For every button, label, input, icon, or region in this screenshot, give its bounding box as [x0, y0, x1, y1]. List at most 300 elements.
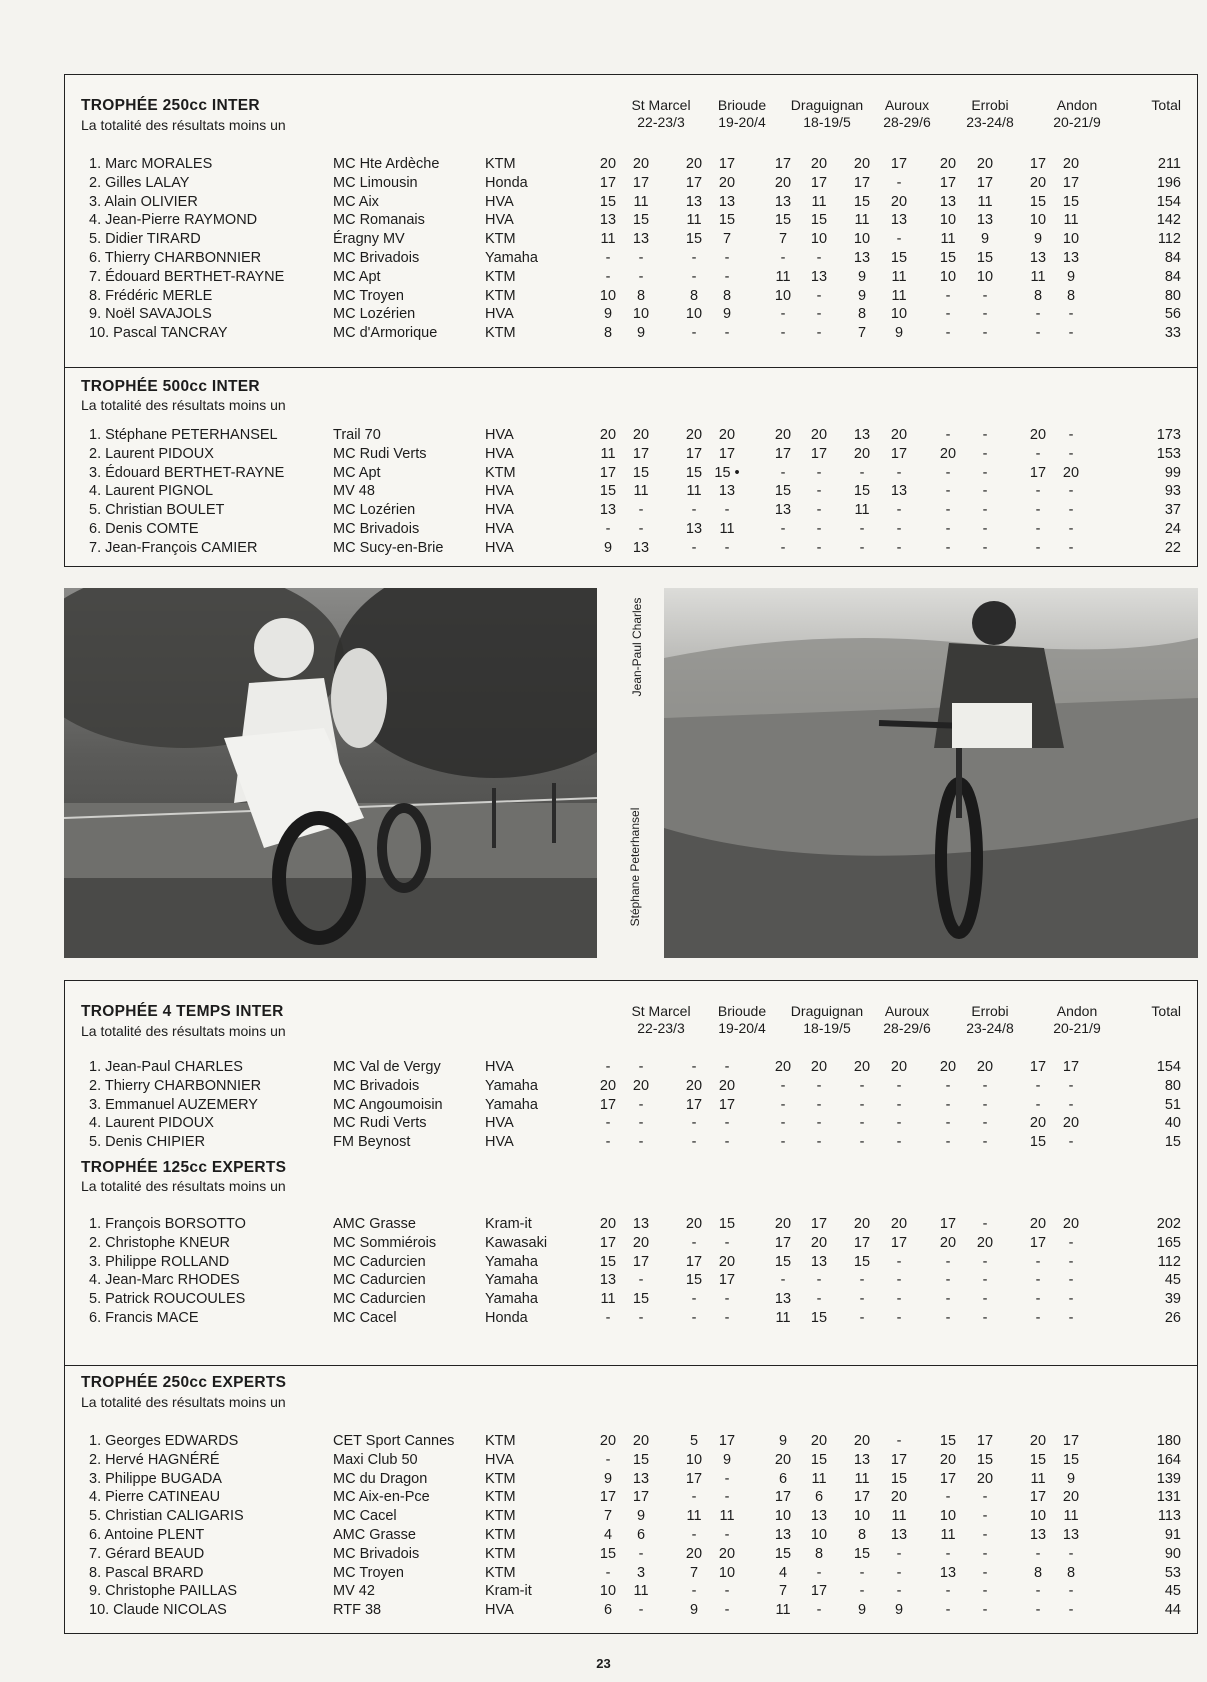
score-cell: 15 [718, 1216, 736, 1232]
score-cell: 9 [894, 325, 904, 342]
total-points: 26 [1164, 1310, 1181, 1326]
score-cell: - [1035, 521, 1041, 537]
score-cell: - [1068, 1134, 1074, 1151]
table-row [65, 174, 1197, 193]
score-cell: 20 [853, 1216, 871, 1232]
score-cell: 13 [890, 212, 908, 229]
score-cell: - [724, 1527, 730, 1543]
score-cell: 13 [1029, 250, 1047, 266]
score-cell: - [691, 1310, 697, 1326]
rider-name: 6. Thierry CHARBONNIER [89, 250, 262, 266]
score-cell: 11 [686, 1508, 702, 1525]
event-name: Draguignan [790, 1003, 864, 1019]
standings-box-top [64, 74, 1198, 567]
club-name: MC Brivadois [333, 521, 420, 537]
score-cell: - [816, 325, 822, 342]
total-points: 154 [1156, 1059, 1181, 1075]
score-cell: - [1068, 325, 1074, 342]
bike-make: KTM [485, 1508, 516, 1525]
event-dates: 22-23/3 [637, 114, 685, 130]
score-cell: - [605, 1115, 611, 1132]
club-name: MC Sommiérois [333, 1234, 437, 1251]
score-cell: 17 [939, 1470, 957, 1487]
score-cell: - [982, 502, 988, 519]
score-cell: 20 [810, 156, 828, 172]
score-cell: 17 [1062, 1059, 1080, 1075]
score-cell: - [945, 1115, 951, 1132]
score-cell: 8 [1066, 1564, 1076, 1581]
score-cell: - [816, 287, 822, 304]
score-cell: - [816, 1564, 822, 1581]
score-cell: - [724, 1489, 730, 1506]
rider-name: 5. Christian BOULET [89, 502, 225, 519]
score-cell: 20 [632, 1234, 650, 1251]
table-250cc-inter [65, 75, 1197, 345]
score-cell: 10 [774, 287, 792, 304]
total-points: 56 [1164, 306, 1181, 323]
table-row [65, 268, 1197, 287]
bike-make: HVA [485, 445, 514, 462]
score-cell: 20 [810, 1234, 828, 1251]
table-title: TROPHÉE 250cc INTER [81, 97, 260, 114]
club-name: CET Sport Cannes [333, 1433, 455, 1449]
score-cell: 17 [718, 1272, 736, 1289]
score-cell: 20 [890, 1489, 908, 1506]
score-cell: - [945, 1310, 951, 1326]
score-cell: 10 [1029, 1508, 1047, 1525]
score-cell: - [859, 1134, 865, 1151]
score-cell: 9 [636, 1508, 646, 1525]
club-name: MC Sucy-en-Brie [333, 539, 444, 556]
bike-make: KTM [485, 1433, 516, 1449]
score-cell: - [724, 1583, 730, 1600]
score-cell: 20 [599, 1433, 617, 1449]
score-cell: - [780, 1096, 786, 1113]
bike-make: KTM [485, 156, 516, 172]
score-cell: 20 [976, 1234, 994, 1251]
score-cell: - [605, 1134, 611, 1151]
score-cell: - [605, 268, 611, 285]
rider-photo-right-image [664, 588, 1198, 958]
score-cell: 17 [774, 1234, 792, 1251]
score-cell: - [691, 1115, 697, 1132]
score-cell: - [691, 502, 697, 519]
score-cell: 9 [894, 1602, 904, 1619]
score-cell: - [896, 464, 902, 481]
score-cell: - [859, 1291, 865, 1308]
event-dates: 22-23/3 [637, 1020, 685, 1036]
table-row [65, 1507, 1197, 1526]
score-cell: 17 [1062, 1433, 1080, 1449]
total-points: 45 [1164, 1272, 1181, 1289]
score-cell: 11 [633, 483, 649, 500]
rider-name: 1. François BORSOTTO [89, 1216, 246, 1232]
table-125cc-experts [65, 1149, 1197, 1345]
score-cell: 20 [632, 1433, 650, 1449]
score-cell: 20 [1029, 1216, 1047, 1232]
table-row [65, 464, 1197, 483]
score-cell: 17 [853, 174, 871, 191]
club-name: MC Val de Vergy [333, 1059, 441, 1075]
score-cell: 10 [939, 212, 957, 229]
bike-make: KTM [485, 1564, 516, 1581]
score-cell: 10 [1029, 212, 1047, 229]
score-cell: - [1068, 1253, 1074, 1270]
table-row [65, 230, 1197, 249]
club-name: Maxi Club 50 [333, 1451, 418, 1468]
table-row [65, 482, 1197, 501]
bike-make: KTM [485, 268, 516, 285]
score-cell: 13 [890, 1527, 908, 1543]
score-cell: - [982, 1253, 988, 1270]
score-cell: 10 [939, 268, 957, 285]
score-cell: - [859, 1096, 865, 1113]
rider-name: 6. Antoine PLENT [89, 1527, 205, 1543]
total-points: 154 [1156, 193, 1181, 210]
score-cell: - [1035, 1602, 1041, 1619]
score-cell: 11 [600, 231, 616, 248]
bike-make: Yamaha [485, 1272, 538, 1289]
score-cell: 9 [1066, 1470, 1076, 1487]
score-cell: 11 [1063, 1508, 1079, 1525]
score-cell: 13 [939, 193, 957, 210]
score-cell: 17 [853, 1234, 871, 1251]
score-cell: - [1068, 521, 1074, 537]
score-cell: 11 [1030, 1470, 1046, 1487]
bike-make: KTM [485, 231, 516, 248]
score-cell: - [780, 1115, 786, 1132]
event-dates: 18-19/5 [803, 114, 851, 130]
score-cell: 20 [685, 1545, 703, 1562]
score-cell: 20 [810, 427, 828, 443]
rider-name: 2. Laurent PIDOUX [89, 445, 214, 462]
score-cell: - [896, 539, 902, 556]
score-cell: 17 [890, 1451, 908, 1468]
score-cell: - [982, 1527, 988, 1543]
score-cell: - [605, 1059, 611, 1075]
rider-name: 5. Christian CALIGARIS [89, 1508, 244, 1525]
bike-make: Yamaha [485, 1096, 538, 1113]
score-cell: 17 [1029, 464, 1047, 481]
score-cell: 9 [857, 268, 867, 285]
score-cell: 17 [774, 156, 792, 172]
table-subtitle: La totalité des résultats moins un [81, 1394, 286, 1410]
score-cell: 10 [632, 306, 650, 323]
bike-make: Kawasaki [485, 1234, 548, 1251]
score-cell: 11 [854, 212, 870, 229]
score-cell: 17 [599, 174, 617, 191]
score-cell: - [1068, 1583, 1074, 1600]
rider-name: 8. Pascal BRARD [89, 1564, 204, 1581]
bike-make: HVA [485, 1602, 514, 1619]
score-cell: - [896, 1433, 902, 1449]
score-cell: 7 [689, 1564, 699, 1581]
score-cell: - [982, 1583, 988, 1600]
event-dates: 19-20/4 [718, 114, 766, 130]
score-cell: 10 [853, 1508, 871, 1525]
score-cell: - [724, 1115, 730, 1132]
score-cell: - [945, 483, 951, 500]
score-cell: - [691, 268, 697, 285]
score-cell: - [780, 1272, 786, 1289]
photo-credit-photographer: Jean-Paul Charles [630, 597, 644, 697]
score-cell: 13 [632, 1470, 650, 1487]
total-points: 40 [1164, 1115, 1181, 1132]
score-cell: 20 [890, 427, 908, 443]
score-cell: - [1035, 1310, 1041, 1326]
rider-name: 2. Christophe KNEUR [89, 1234, 231, 1251]
total-points: 112 [1157, 231, 1181, 248]
total-points: 90 [1164, 1545, 1181, 1562]
rider-name: 7. Jean-François CAMIER [89, 539, 258, 556]
score-cell: 17 [810, 1583, 828, 1600]
score-cell: 15 [853, 193, 871, 210]
score-cell: 20 [1029, 174, 1047, 191]
score-cell: - [945, 539, 951, 556]
score-cell: 13 [774, 502, 792, 519]
score-cell: 11 [854, 502, 870, 519]
score-cell: - [1068, 427, 1074, 443]
score-cell: 13 [774, 193, 792, 210]
score-cell: 15 [853, 483, 871, 500]
score-cell: - [724, 1470, 730, 1487]
score-cell: 10 [774, 1508, 792, 1525]
score-cell: 13 [810, 268, 828, 285]
score-cell: 13 [599, 212, 617, 229]
score-cell: - [982, 1489, 988, 1506]
score-cell: 13 [599, 1272, 617, 1289]
score-cell: 13 [718, 483, 736, 500]
score-cell: 13 [718, 193, 736, 210]
score-cell: 15 [774, 1253, 792, 1270]
score-cell: - [945, 427, 951, 443]
score-cell: 8 [689, 287, 699, 304]
table-row [65, 1290, 1197, 1309]
score-cell: 20 [810, 1059, 828, 1075]
score-cell: 20 [685, 1077, 703, 1094]
score-cell: 20 [1062, 1489, 1080, 1506]
total-points: 51 [1164, 1096, 1181, 1113]
score-cell: - [780, 250, 786, 266]
rider-name: 4. Jean-Marc RHODES [89, 1272, 240, 1289]
score-cell: 5 [689, 1433, 699, 1449]
score-cell: - [896, 1253, 902, 1270]
score-cell: - [780, 464, 786, 481]
score-cell: 11 [719, 521, 735, 537]
club-name: MV 48 [333, 483, 375, 500]
total-points: 173 [1156, 427, 1181, 443]
score-cell: 11 [719, 1508, 735, 1525]
score-cell: 20 [774, 174, 792, 191]
score-cell: 15 [599, 1253, 617, 1270]
score-cell: 20 [976, 156, 994, 172]
score-cell: 11 [633, 1583, 649, 1600]
table-title: TROPHÉE 125cc EXPERTS [81, 1159, 287, 1176]
score-cell: - [724, 1310, 730, 1326]
table-row [65, 1526, 1197, 1545]
score-cell: 20 [599, 156, 617, 172]
bike-make: HVA [485, 427, 514, 443]
club-name: MC Cadurcien [333, 1253, 426, 1270]
club-name: MC Hte Ardèche [333, 156, 440, 172]
score-cell: - [982, 464, 988, 481]
club-name: AMC Grasse [333, 1527, 416, 1543]
score-cell: - [780, 539, 786, 556]
score-cell: 17 [599, 1096, 617, 1113]
score-cell: - [1035, 1545, 1041, 1562]
score-cell: 15 [810, 1310, 828, 1326]
score-cell: 20 [939, 1451, 957, 1468]
rider-name: 7. Édouard BERTHET-RAYNE [89, 268, 285, 285]
score-cell: 15 [685, 464, 703, 481]
score-cell: 4 [778, 1564, 788, 1581]
score-cell: 20 [685, 1216, 703, 1232]
score-cell: - [859, 1583, 865, 1600]
total-points: 22 [1164, 539, 1181, 556]
score-cell: - [638, 1059, 644, 1075]
score-cell: 17 [774, 1489, 792, 1506]
event-name: Andon [1056, 97, 1098, 113]
rider-name: 9. Christophe PAILLAS [89, 1583, 238, 1600]
score-cell: 17 [976, 174, 994, 191]
club-name: MC Rudi Verts [333, 1115, 427, 1132]
score-cell: 13 [774, 1291, 792, 1308]
total-points: 142 [1156, 212, 1181, 229]
score-cell: - [691, 1489, 697, 1506]
club-name: MC Brivadois [333, 250, 420, 266]
table-subtitle: La totalité des résultats moins un [81, 397, 286, 413]
score-cell: - [605, 1564, 611, 1581]
score-cell: 17 [1062, 174, 1080, 191]
score-cell: 20 [685, 156, 703, 172]
score-cell: 10 [718, 1564, 736, 1581]
bike-make: HVA [485, 1134, 514, 1151]
score-cell: 15 [890, 1470, 908, 1487]
bike-make: HVA [485, 539, 514, 556]
total-points: 53 [1164, 1564, 1181, 1581]
score-cell: 20 [632, 156, 650, 172]
score-cell: 11 [1030, 268, 1046, 285]
score-cell: 13 [853, 1451, 871, 1468]
score-cell: - [1068, 1234, 1074, 1251]
event-dates: 28-29/6 [883, 1020, 931, 1036]
score-cell: - [945, 306, 951, 323]
score-cell: 15 [685, 1272, 703, 1289]
score-cell: - [896, 231, 902, 248]
score-cell: 15 [599, 1545, 617, 1562]
score-cell: - [859, 464, 865, 481]
club-name: MC Cadurcien [333, 1272, 426, 1289]
score-cell: 20 [632, 427, 650, 443]
club-name: FM Beynost [333, 1134, 411, 1151]
club-name: MC Limousin [333, 174, 418, 191]
score-cell: 13 [685, 193, 703, 210]
score-cell: 6 [636, 1527, 646, 1543]
table-row [65, 445, 1197, 464]
rider-name: 3. Édouard BERTHET-RAYNE [89, 464, 285, 481]
score-cell: 15 [853, 1253, 871, 1270]
event-name: St Marcel [631, 1003, 691, 1019]
score-cell: 9 [722, 1451, 732, 1468]
event-name: Brioude [717, 1003, 767, 1019]
score-cell: 20 [890, 1216, 908, 1232]
score-cell: 20 [939, 1059, 957, 1075]
score-cell: 15 [632, 1451, 650, 1468]
score-cell: - [945, 464, 951, 481]
score-cell: - [945, 325, 951, 342]
score-cell: - [816, 1291, 822, 1308]
score-cell: 11 [775, 268, 791, 285]
bike-make: Honda [485, 174, 528, 191]
score-cell: 13 [976, 212, 994, 229]
score-cell: - [982, 1134, 988, 1151]
rider-name: 8. Frédéric MERLE [89, 287, 213, 304]
bike-make: HVA [485, 502, 514, 519]
total-points: 15 [1164, 1134, 1181, 1151]
score-cell: 8 [722, 287, 732, 304]
club-name: MC Cacel [333, 1508, 397, 1525]
score-cell: 3 [636, 1564, 646, 1581]
score-cell: 6 [603, 1602, 613, 1619]
table-row [65, 1253, 1197, 1272]
score-cell: 20 [599, 427, 617, 443]
club-name: MC Cadurcien [333, 1291, 426, 1308]
score-cell: - [1068, 1077, 1074, 1094]
table-row [65, 501, 1197, 520]
score-cell: 7 [722, 231, 732, 248]
event-dates: 18-19/5 [803, 1020, 851, 1036]
score-cell: 20 [939, 445, 957, 462]
rider-name: 3. Philippe ROLLAND [89, 1253, 230, 1270]
rider-name: 6. Francis MACE [89, 1310, 199, 1326]
score-cell: 17 [632, 445, 650, 462]
score-cell: 11 [686, 483, 702, 500]
score-cell: - [982, 1602, 988, 1619]
score-cell: 17 [599, 1489, 617, 1506]
score-cell: 17 [685, 445, 703, 462]
score-cell: 17 [718, 156, 736, 172]
score-cell: - [1035, 502, 1041, 519]
score-cell: 20 [853, 156, 871, 172]
score-cell: - [1035, 1272, 1041, 1289]
score-cell: 15 [685, 231, 703, 248]
table-row [65, 1451, 1197, 1470]
score-cell: - [605, 1451, 611, 1468]
score-cell: - [691, 1134, 697, 1151]
event-dates: 20-21/9 [1053, 114, 1101, 130]
score-cell: 15 [810, 1451, 828, 1468]
rider-name: 2. Hervé HAGNÉRÉ [89, 1451, 220, 1468]
event-dates: 28-29/6 [883, 114, 931, 130]
score-cell: 13 [810, 1508, 828, 1525]
table-row [65, 1488, 1197, 1507]
rider-name: 5. Didier TIRARD [89, 231, 201, 248]
score-cell: 20 [599, 1077, 617, 1094]
score-cell: - [691, 325, 697, 342]
table-row [65, 1077, 1197, 1096]
score-cell: 9 [980, 231, 990, 248]
club-name: RTF 38 [333, 1602, 382, 1619]
score-cell: 17 [1029, 156, 1047, 172]
score-cell: 15 [939, 1433, 957, 1449]
score-cell: - [638, 268, 644, 285]
score-cell: - [780, 306, 786, 323]
bike-make: Kram-it [485, 1583, 532, 1600]
score-cell: - [1068, 1545, 1074, 1562]
score-cell: 13 [1062, 1527, 1080, 1543]
score-cell: 9 [603, 539, 613, 556]
score-cell: 15 [976, 250, 994, 266]
